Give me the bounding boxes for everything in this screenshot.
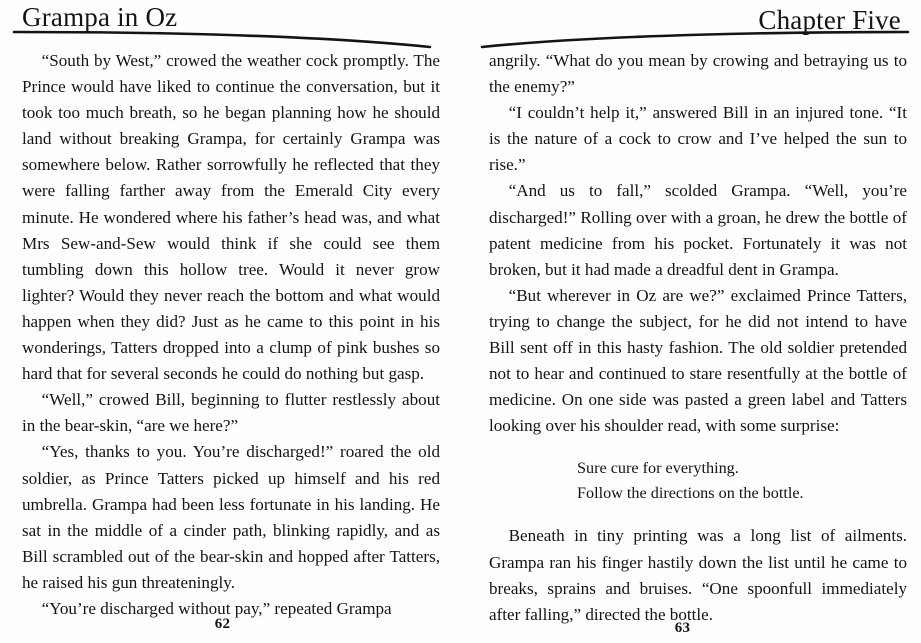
paragraph: “You’re discharged without pay,” repeated Grampa <box>41 598 392 618</box>
paragraph: “I couldn’t help it,” answered Bill in an injured tone. “It is the nature of a cock to crow and I’ve helped the sun to rise.” <box>489 103 907 175</box>
right-page-text-column <box>489 48 907 628</box>
paragraph: “Well,” crowed Bill, beginning to flutter restlessly about in the bear-skin, “are we here?” <box>22 390 440 436</box>
bottle-label-line: Sure cure for everything. <box>577 459 739 478</box>
bottle-label-quote <box>489 456 907 506</box>
running-head-verso: Grampa in Oz <box>22 2 178 32</box>
paragraph: “Yes, thanks to you. You’re discharged!” roared the old soldier, as Prince Tatters picked up himself and his red umbrella. Grampa had been less fortunate in his landing. He sat in the middle of a cinder path, blinking rapidly, and as Bill scrambled out of the bear-skin and hopped after Tatters, he raised his gun threateningly. <box>22 442 440 592</box>
paragraph: angrily. “What do you mean by crowing and betraying us to the enemy?” <box>489 51 907 97</box>
running-head-recto: Chapter Five <box>758 5 901 35</box>
running-head-row <box>0 0 921 44</box>
paragraph: “South by West,” crowed the weather cock promptly. The Prince would have liked to continue the conversation, but it took too much breath, so he began planning how he should land without breaking Grampa, for certainly Grampa was somewhere below. Rather sorrowfully he reflected that they were falling farther away from the Emerald City every minute. He wondered where his father’s head was, and what Mrs Sew-and-Sew would think if she could see them tumbling down this hollow tree. Would it never grow lighter? Would they never reach the bottom and what would happen when they did? Just as he came to this point in his wonderings, Tatters dropped into a clump of pink bushes so hard that for several seconds he could do nothing but gasp. <box>22 51 440 384</box>
paragraph: “And us to fall,” scolded Grampa. “Well, you’re discharged!” Rolling over with a groan, he drew the bottle of patent medicine from his pocket. Fortunately it was not broken, but it had made a dreadful dent in Grampa. <box>489 181 907 279</box>
paragraph: Beneath in tiny printing was a long list of ailments. Grampa ran his finger hastily down the list until he came to breaks, sprains and bruises. “One spoonfull immediately after falling,” directed the bottle. <box>489 526 907 624</box>
bottle-label-line: Follow the directions on the bottle. <box>577 484 804 503</box>
left-page-text-column <box>22 48 440 622</box>
page-number-right: 63 <box>674 620 691 636</box>
page-number-left: 62 <box>214 616 231 632</box>
paragraph: “But wherever in Oz are we?” exclaimed Prince Tatters, trying to change the subject, for he did not intend to have Bill sent off in this hasty fashion. The old soldier pretended not to hear and continued to stare resentfully at the bottle of medicine. On one side was pasted a green label and Tatters looking over his shoulder read, with some surprise: <box>489 285 907 436</box>
